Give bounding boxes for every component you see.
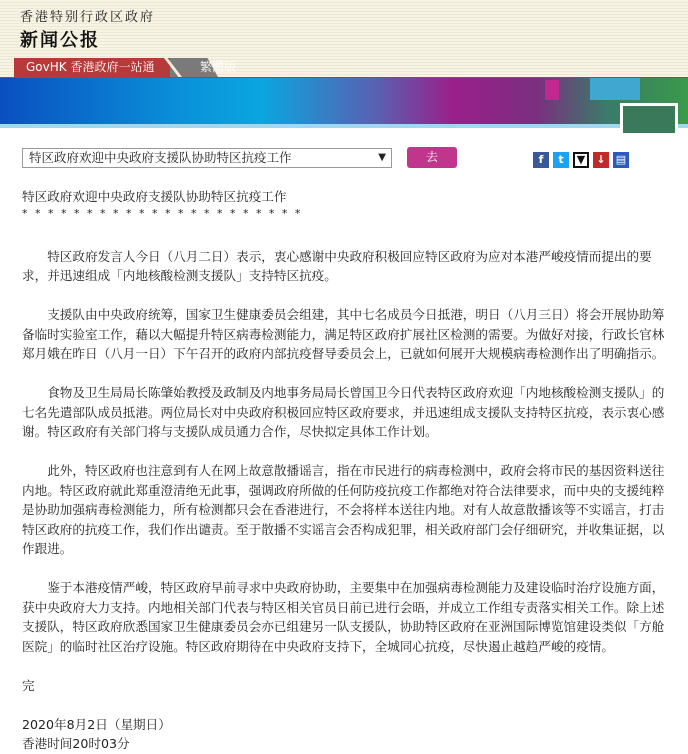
traditional-chinese-link[interactable]: 繁體版 bbox=[200, 60, 237, 74]
release-date: 2020年8月2日（星期日） bbox=[22, 716, 171, 732]
release-time: 香港时间20时03分 bbox=[22, 736, 130, 751]
end-mark: 完 bbox=[22, 677, 35, 693]
go-button[interactable]: 去 bbox=[407, 147, 457, 168]
article-headline: 特区政府欢迎中央政府支援队协助特区抗疫工作 bbox=[22, 189, 287, 204]
banner-decoration bbox=[620, 103, 678, 133]
govhk-link[interactable]: GovHK 香港政府一站通 bbox=[14, 58, 170, 77]
paragraph: 此外，特区政府也注意到有人在网上故意散播谣言，指在市民进行的病毒检测中，政府会将市民的基因资料送往内地。特区政府就此郑重澄清绝无此事，强调政府所做的任何防疫抗疫工作都绝对符合法律要求，而中央的支援纯粹是协助加强病毒检测能力，所有检测都只会在香港进行，不会将样本送往内地。对有人故意散播该等不实谣言，打击特区政府的抗疫工作，我们作出谴责。至于散播不实谣言会否构成犯罪，相关政府部门会仔细研究，并收集证据，以作跟进。 bbox=[22, 463, 665, 556]
download-icon[interactable]: ↓ bbox=[593, 152, 609, 168]
email-icon[interactable]: ▼ bbox=[573, 152, 589, 168]
paragraph: 食物及卫生局局长陈肇始教授及政制及内地事务局局长曾国卫今日代表特区政府欢迎「内地核酸检测支援队」的七名先遣部队成员抵港。两位局长对中央政府积极回应特区政府要求，并迅速组成支援队支持特区抗疫，表示衷心感谢。特区政府有关部门将与支援队成员通力合作，尽快拟定具体工作计划。 bbox=[22, 385, 665, 439]
twitter-icon[interactable]: t bbox=[553, 152, 569, 168]
banner-decoration bbox=[590, 78, 640, 100]
facebook-icon[interactable]: f bbox=[533, 152, 549, 168]
site-header bbox=[0, 0, 688, 77]
banner-decoration bbox=[545, 80, 559, 100]
org-name: 香港特别行政区政府 bbox=[20, 10, 156, 25]
banner bbox=[0, 77, 688, 128]
paragraph: 鉴于本港疫情严峻，特区政府早前寻求中央政府协助，主要集中在加强病毒检测能力及建设临时治疗设施方面，获中央政府大力支持。内地相关部门代表与特区相关官员日前已进行会晤，并成立工作组专责落实相关工作。除上述支援队，特区政府欣悉国家卫生健康委员会亦已组建另一队支援队，协助特区政府在亚洲国际博览馆建设类似「方舱医院」的临时社区治疗设施。特区政府期待在中央政府支持下，全城同心抗疫，尽快遏止越趋严峻的疫情。 bbox=[22, 580, 665, 654]
topic-select[interactable] bbox=[22, 148, 392, 168]
chevron-down-icon: ▼ bbox=[378, 152, 386, 163]
separator-stars: * * * * * * * * * * * * * * * * * * * * * * bbox=[22, 206, 303, 220]
paragraph: 支援队由中央政府统筹，国家卫生健康委员会组建，其中七名成员今日抵港，明日（八月三日）将会开展协助筹备临时实验室工作，藉以大幅提升特区病毒检测能力，满足特区政府扩展社区检测的需要。为做好对接，行政长官林郑月娥在昨日（八月一日）下午召开的政府内部抗疫督导委员会上，已就如何展开大规模病毒检测作出了明确指示。 bbox=[22, 307, 665, 361]
paragraph: 特区政府发言人今日（八月二日）表示，衷心感谢中央政府积极回应特区政府为应对本港严峻疫情而提出的要求，并迅速组成「内地核酸检测支援队」支持特区抗疫。 bbox=[22, 248, 652, 283]
page-title: 新闻公报 bbox=[20, 30, 100, 51]
topic-select-value: 特区政府欢迎中央政府支援队协助特区抗疫工作 bbox=[29, 150, 292, 165]
share-icons bbox=[533, 152, 629, 168]
print-icon[interactable]: ▤ bbox=[613, 152, 629, 168]
article bbox=[22, 187, 672, 754]
